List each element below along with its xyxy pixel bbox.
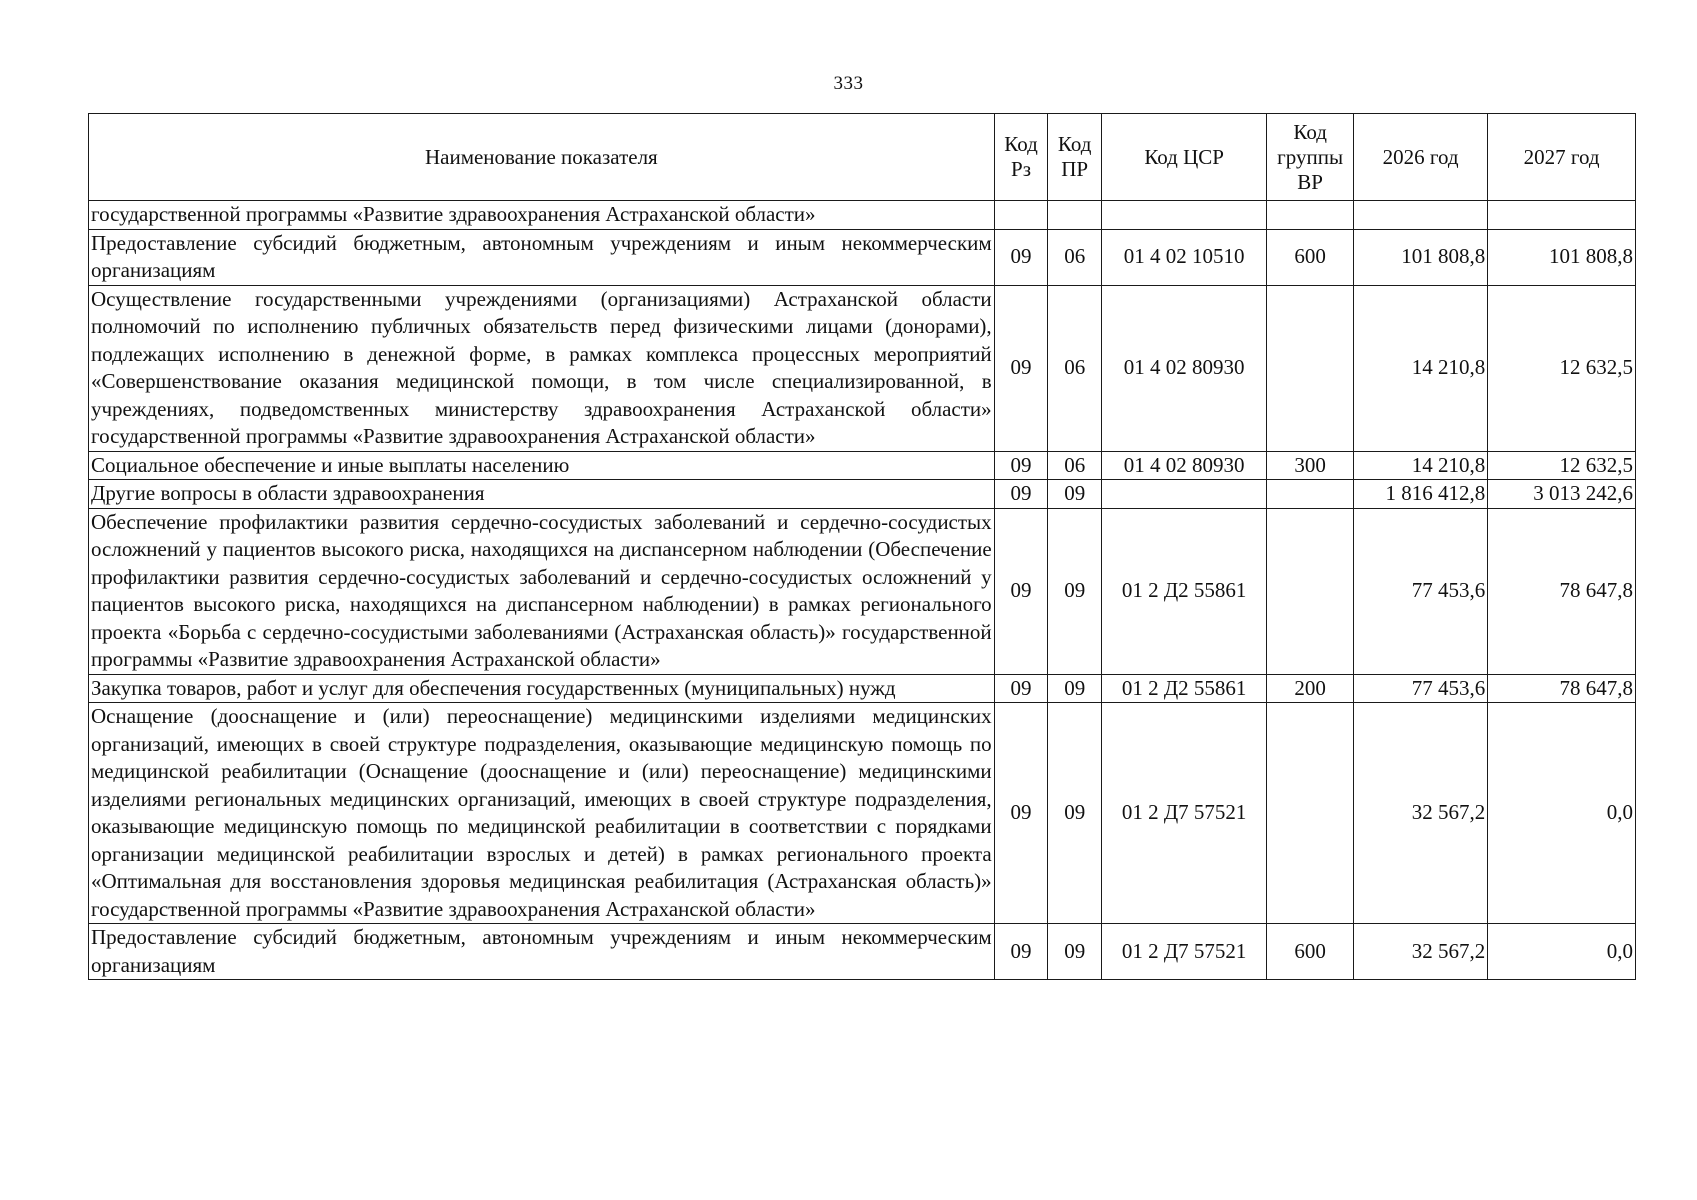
page-number: 333 [833, 73, 864, 94]
table-row [89, 201, 1636, 230]
cell-name: Обеспечение профилактики развития сердечно-сосудистых заболеваний и сердечно-сосудистых осложнений у пациентов высокого риска, находящихся на диспансерном наблюдении (Обеспечение профилактики развития сердечно-сосудистых заболеваний и сердечно-сосудистых осложнений у пациентов высокого риска, находящихся на диспансерном наблюдении) в рамках регионального проекта «Борьба с сердечно-сосудистыми заболеваниями (Астраханская область)» государственной программы «Развитие здравоохранения Астраханской области» [89, 508, 995, 674]
cell-2027: 12 632,5 [1488, 451, 1636, 480]
header-vr: Код группы ВР [1267, 114, 1354, 201]
cell-pr: 06 [1048, 451, 1102, 480]
header-row [89, 114, 1636, 201]
table-row [89, 674, 1636, 703]
cell-vr: 600 [1267, 229, 1354, 285]
cell-2026: 77 453,6 [1354, 674, 1488, 703]
cell-pr: 09 [1048, 703, 1102, 924]
cell-2026: 14 210,8 [1354, 285, 1488, 451]
cell-csr: 01 4 02 80930 [1102, 451, 1267, 480]
cell-rz: 09 [994, 674, 1048, 703]
cell-vr [1267, 285, 1354, 451]
cell-2026: 1 816 412,8 [1354, 480, 1488, 509]
cell-rz: 09 [994, 508, 1048, 674]
cell-2027: 3 013 242,6 [1488, 480, 1636, 509]
cell-vr [1267, 480, 1354, 509]
cell-pr: 09 [1048, 924, 1102, 980]
table-row [89, 451, 1636, 480]
table-body [89, 201, 1636, 980]
cell-2027: 78 647,8 [1488, 674, 1636, 703]
cell-csr: 01 2 Д7 57521 [1102, 703, 1267, 924]
cell-pr: 09 [1048, 508, 1102, 674]
cell-csr [1102, 480, 1267, 509]
cell-rz: 09 [994, 924, 1048, 980]
header-csr: Код ЦСР [1102, 114, 1267, 201]
cell-name: Осуществление государственными учреждениями (организациями) Астраханской области полномочий по исполнению публичных обязательств перед физическими лицами (донорами), подлежащих исполнению в денежной форме, в рамках комплекса процессных мероприятий «Совершенствование оказания медицинской помощи, в том числе специализированной, в учреждениях, подведомственных министерству здравоохранения Астраханской области» государственной программы «Развитие здравоохранения Астраханской области» [89, 285, 995, 451]
cell-rz: 09 [994, 480, 1048, 509]
header-2026: 2026 год [1354, 114, 1488, 201]
cell-name: Закупка товаров, работ и услуг для обеспечения государственных (муниципальных) нужд [89, 674, 995, 703]
table-header [89, 114, 1636, 201]
cell-rz [994, 201, 1048, 230]
cell-vr [1267, 703, 1354, 924]
table-row [89, 285, 1636, 451]
cell-2027: 12 632,5 [1488, 285, 1636, 451]
cell-rz: 09 [994, 285, 1048, 451]
table-row [89, 480, 1636, 509]
cell-pr: 06 [1048, 285, 1102, 451]
cell-2026: 14 210,8 [1354, 451, 1488, 480]
header-name: Наименование показателя [89, 114, 995, 201]
cell-csr: 01 2 Д2 55861 [1102, 508, 1267, 674]
cell-vr: 300 [1267, 451, 1354, 480]
cell-rz: 09 [994, 451, 1048, 480]
cell-2026: 101 808,8 [1354, 229, 1488, 285]
cell-pr: 06 [1048, 229, 1102, 285]
header-pr: Код ПР [1048, 114, 1102, 201]
cell-2027 [1488, 201, 1636, 230]
cell-name: государственной программы «Развитие здравоохранения Астраханской области» [89, 201, 995, 230]
cell-2027: 101 808,8 [1488, 229, 1636, 285]
table-row [89, 924, 1636, 980]
cell-vr [1267, 201, 1354, 230]
cell-2026: 32 567,2 [1354, 924, 1488, 980]
cell-pr [1048, 201, 1102, 230]
cell-csr: 01 4 02 10510 [1102, 229, 1267, 285]
cell-pr: 09 [1048, 480, 1102, 509]
cell-csr: 01 2 Д2 55861 [1102, 674, 1267, 703]
cell-2027: 78 647,8 [1488, 508, 1636, 674]
cell-vr: 600 [1267, 924, 1354, 980]
budget-table [88, 113, 1636, 980]
table-row [89, 508, 1636, 674]
cell-vr [1267, 508, 1354, 674]
header-2027: 2027 год [1488, 114, 1636, 201]
cell-rz: 09 [994, 703, 1048, 924]
cell-name: Другие вопросы в области здравоохранения [89, 480, 995, 509]
cell-pr: 09 [1048, 674, 1102, 703]
cell-2027: 0,0 [1488, 924, 1636, 980]
cell-name: Оснащение (дооснащение и (или) переоснащение) медицинскими изделиями медицинских организаций, имеющих в своей структуре подразделения, оказывающие медицинскую помощь по медицинской реабилитации (Оснащение (дооснащение и (или) переоснащение) медицинскими изделиями региональных медицинских организаций, имеющих в своей структуре подразделения, оказывающие медицинскую помощь по медицинской реабилитации в соответствии с порядками организации медицинской реабилитации взрослых и детей) в рамках регионального проекта «Оптимальная для восстановления здоровья медицинская реабилитация (Астраханская область)» государственной программы «Развитие здравоохранения Астраханской области» [89, 703, 995, 924]
cell-name: Социальное обеспечение и иные выплаты населению [89, 451, 995, 480]
header-rz: Код Рз [994, 114, 1048, 201]
cell-csr [1102, 201, 1267, 230]
table-row [89, 229, 1636, 285]
cell-2026: 32 567,2 [1354, 703, 1488, 924]
cell-2027: 0,0 [1488, 703, 1636, 924]
cell-csr: 01 2 Д7 57521 [1102, 924, 1267, 980]
cell-2026: 77 453,6 [1354, 508, 1488, 674]
cell-csr: 01 4 02 80930 [1102, 285, 1267, 451]
cell-rz: 09 [994, 229, 1048, 285]
cell-2026 [1354, 201, 1488, 230]
cell-name: Предоставление субсидий бюджетным, автономным учреждениям и иным некоммерческим организациям [89, 924, 995, 980]
cell-name: Предоставление субсидий бюджетным, автономным учреждениям и иным некоммерческим организациям [89, 229, 995, 285]
table-row [89, 703, 1636, 924]
cell-vr: 200 [1267, 674, 1354, 703]
